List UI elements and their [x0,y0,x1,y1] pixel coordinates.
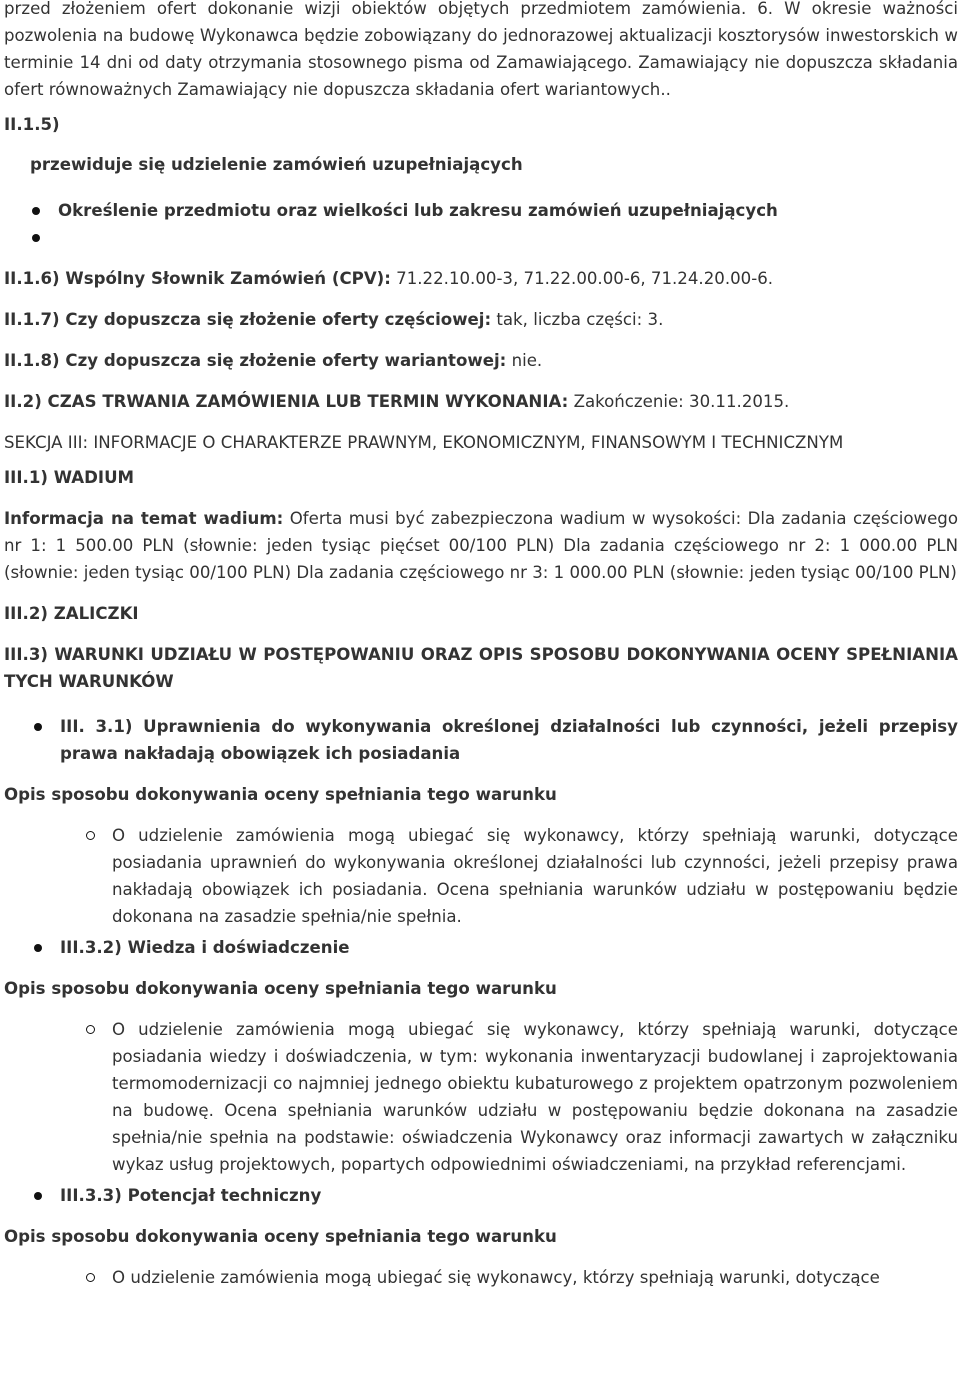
condition-list-2 [4,934,958,961]
section-heading-ii-1-5: II.1.5) [4,115,60,134]
wadium-info [4,505,958,586]
duration-label: II.2) CZAS TRWANIA ZAMÓWIENIA LUB TERMIN WYKONANIA: [4,392,569,411]
variant-offer-value: nie. [506,351,543,370]
intro-paragraph: przed złożeniem ofert dokonanie wizji obiektów objętych przedmiotem zamówienia. 6. W okresie ważności pozwolenia na budowę Wykonawca będzie zobowiązany do jednorazowej aktualizacji kosztorysów inwestorskich w terminie 14 dni od daty otrzymania stosownego pisma od Zamawiającego. Zamawiający nie dopuszcza składania ofert równoważnych Zamawiający nie dopuszcza składania ofert wariantowych.. [4,0,958,99]
partial-offer-row [4,306,958,333]
list-item-empty [4,224,958,251]
list-item: Określenie przedmiotu oraz wielkości lub zakresu zamówień uzupełniających [4,197,958,224]
document-page [4,0,958,1291]
condition-list-3 [4,1182,958,1209]
condition-detail: O udzielenie zamówienia mogą ubiegać się wykonawcy, którzy spełniają warunki, dotyczące posiadania uprawnień do wykonywania określonej działalności lub czynności, jeżeli przepisy prawa nakładają obowiązek ich posiadania. Ocena spełniania warunków udziału w postępowaniu będzie dokonana na zasadzie spełnia/nie spełnia. [4,822,958,930]
supplementary-orders-list [4,197,958,251]
condition-detail-list [4,822,958,930]
cpv-value: 71.22.10.00-3, 71.22.00.00-6, 71.24.20.00-6. [390,269,774,288]
zaliczki-heading: III.2) ZALICZKI [4,604,139,623]
condition-detail-list [4,1016,958,1178]
condition-detail-list [4,1264,958,1291]
wadium-label: Informacja na temat wadium: [4,509,284,528]
supplementary-orders-heading: przewiduje się udzielenie zamówień uzupełniających [30,155,523,174]
variant-offer-row [4,347,958,374]
variant-offer-label: II.1.8) Czy dopuszcza się złożenie oferty wariantowej: [4,351,507,370]
condition-opis-label: Opis sposobu dokonywania oceny spełniania tego warunku [4,1227,557,1246]
condition-list-1 [4,713,958,767]
cpv-row [4,265,958,292]
condition-heading: III. 3.1) Uprawnienia do wykonywania określonej działalności lub czynności, jeżeli przepisy prawa nakładają obowiązek ich posiadania [4,713,958,767]
condition-opis-label: Opis sposobu dokonywania oceny spełniania tego warunku [4,979,557,998]
wadium-value: Oferta musi być zabezpieczona wadium w wysokości: Dla zadania częściowego nr 1: 1 500.00 PLN (słownie: jeden tysiąc pięćset 00/100 PLN) Dla zadania częściowego nr 2: 1 000.00 PLN (słownie: jeden tysiąc 00/100 PLN) Dla zadania częściowego nr 3: 1 000.00 PLN (słownie: jeden tysiąc 00/100 PLN) [4,509,958,582]
condition-heading: III.3.3) Potencjał techniczny [4,1182,958,1209]
partial-offer-value: tak, liczba części: 3. [491,310,664,329]
partial-offer-label: II.1.7) Czy dopuszcza się złożenie oferty częściowej: [4,310,492,329]
section-iii-title: SEKCJA III: INFORMACJE O CHARAKTERZE PRAWNYM, EKONOMICZNYM, FINANSOWYM I TECHNICZNYM [4,433,844,452]
condition-detail: O udzielenie zamówienia mogą ubiegać się wykonawcy, którzy spełniają warunki, dotyczące [4,1264,958,1291]
condition-detail: O udzielenie zamówienia mogą ubiegać się wykonawcy, którzy spełniają warunki, dotyczące posiadania wiedzy i doświadczenia, w tym: wykonania inwentaryzacji budowlanej i zaprojektowania termomodernizacji co najmniej jednego obiektu kubaturowego z projektem opatrzonym pozwoleniem na budowę. Ocena spełniania warunków udziału w postępowaniu będzie dokonana na zasadzie spełnia/nie spełnia na podstawie: oświadczenia Wykonawcy oraz informacji zawartych w załączniku wykaz usług projektowych, popartych odpowiednimi oświadczeniami, na przykład referencjami. [4,1016,958,1178]
condition-opis-label: Opis sposobu dokonywania oceny spełniania tego warunku [4,785,557,804]
cpv-label: II.1.6) Wspólny Słownik Zamówień (CPV): [4,269,391,288]
condition-heading: III.3.2) Wiedza i doświadczenie [4,934,958,961]
duration-row [4,388,958,415]
conditions-heading: III.3) WARUNKI UDZIAŁU W POSTĘPOWANIU ORAZ OPIS SPOSOBU DOKONYWANIA OCENY SPEŁNIANIA TYCH WARUNKÓW [4,645,958,691]
duration-value: Zakończenie: 30.11.2015. [568,392,790,411]
wadium-heading: III.1) WADIUM [4,468,135,487]
